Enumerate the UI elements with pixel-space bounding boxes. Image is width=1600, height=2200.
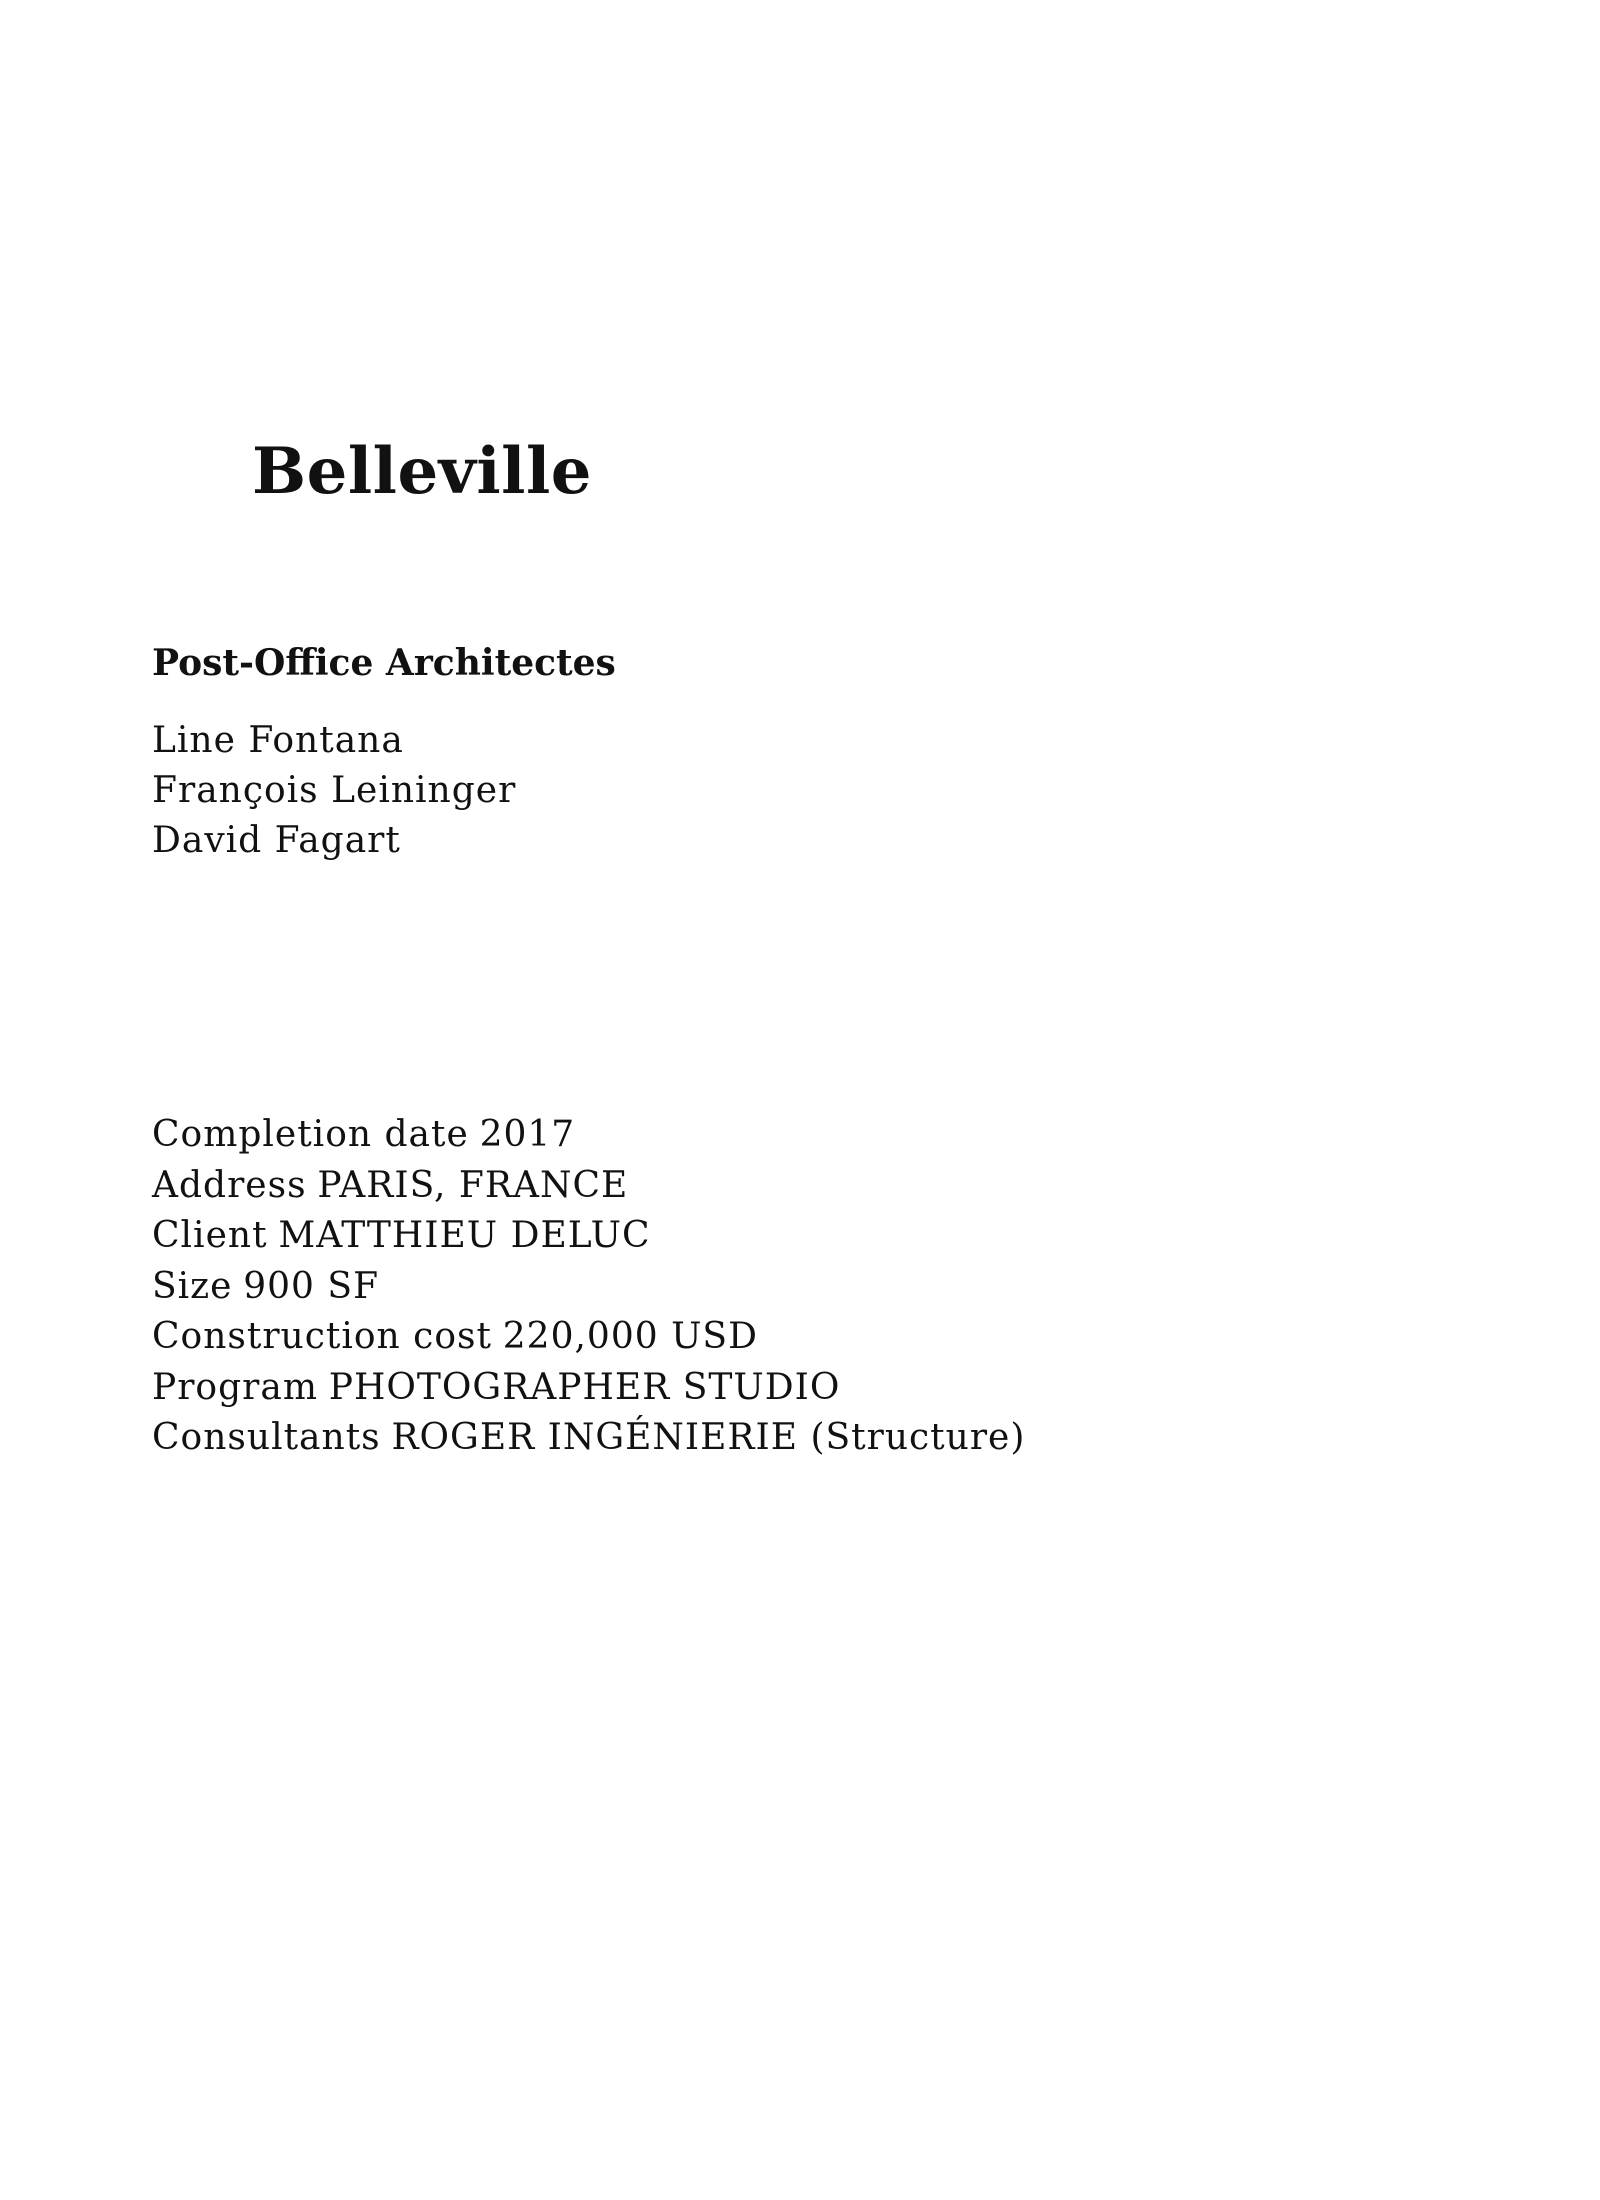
detail-consultants	[152, 1413, 1025, 1464]
detail-client	[152, 1211, 1025, 1262]
detail-program	[152, 1363, 1025, 1414]
project-details-list	[152, 1110, 1025, 1464]
detail-label: Construction cost	[152, 1316, 492, 1357]
detail-completion-date	[152, 1110, 1025, 1161]
detail-address	[152, 1161, 1025, 1212]
detail-value: 900 SF	[243, 1265, 380, 1307]
firm-name: Post-Office Architectes	[152, 642, 616, 684]
detail-value: PARIS, FRANCE	[317, 1164, 629, 1206]
detail-value: ROGER INGÉNIERIE (Structure)	[391, 1417, 1026, 1458]
team-list	[152, 716, 516, 866]
team-member: François Leininger	[152, 770, 517, 811]
detail-size	[152, 1262, 1025, 1313]
detail-label: Program	[152, 1366, 318, 1408]
detail-label: Client	[152, 1215, 268, 1256]
detail-construction-cost	[152, 1312, 1025, 1363]
detail-label: Completion date	[152, 1114, 469, 1155]
detail-value: PHOTOGRAPHER STUDIO	[328, 1366, 841, 1408]
detail-value: 2017	[479, 1114, 576, 1155]
detail-value: MATTHIEU DELUC	[278, 1215, 651, 1256]
detail-value: 220,000 USD	[502, 1316, 758, 1357]
team-member: Line Fontana	[152, 720, 404, 761]
detail-label: Size	[152, 1265, 233, 1307]
team-member: David Fagart	[152, 820, 401, 861]
detail-label: Address	[152, 1164, 307, 1206]
detail-label: Consultants	[152, 1417, 381, 1458]
page-title: Belleville	[252, 434, 592, 509]
